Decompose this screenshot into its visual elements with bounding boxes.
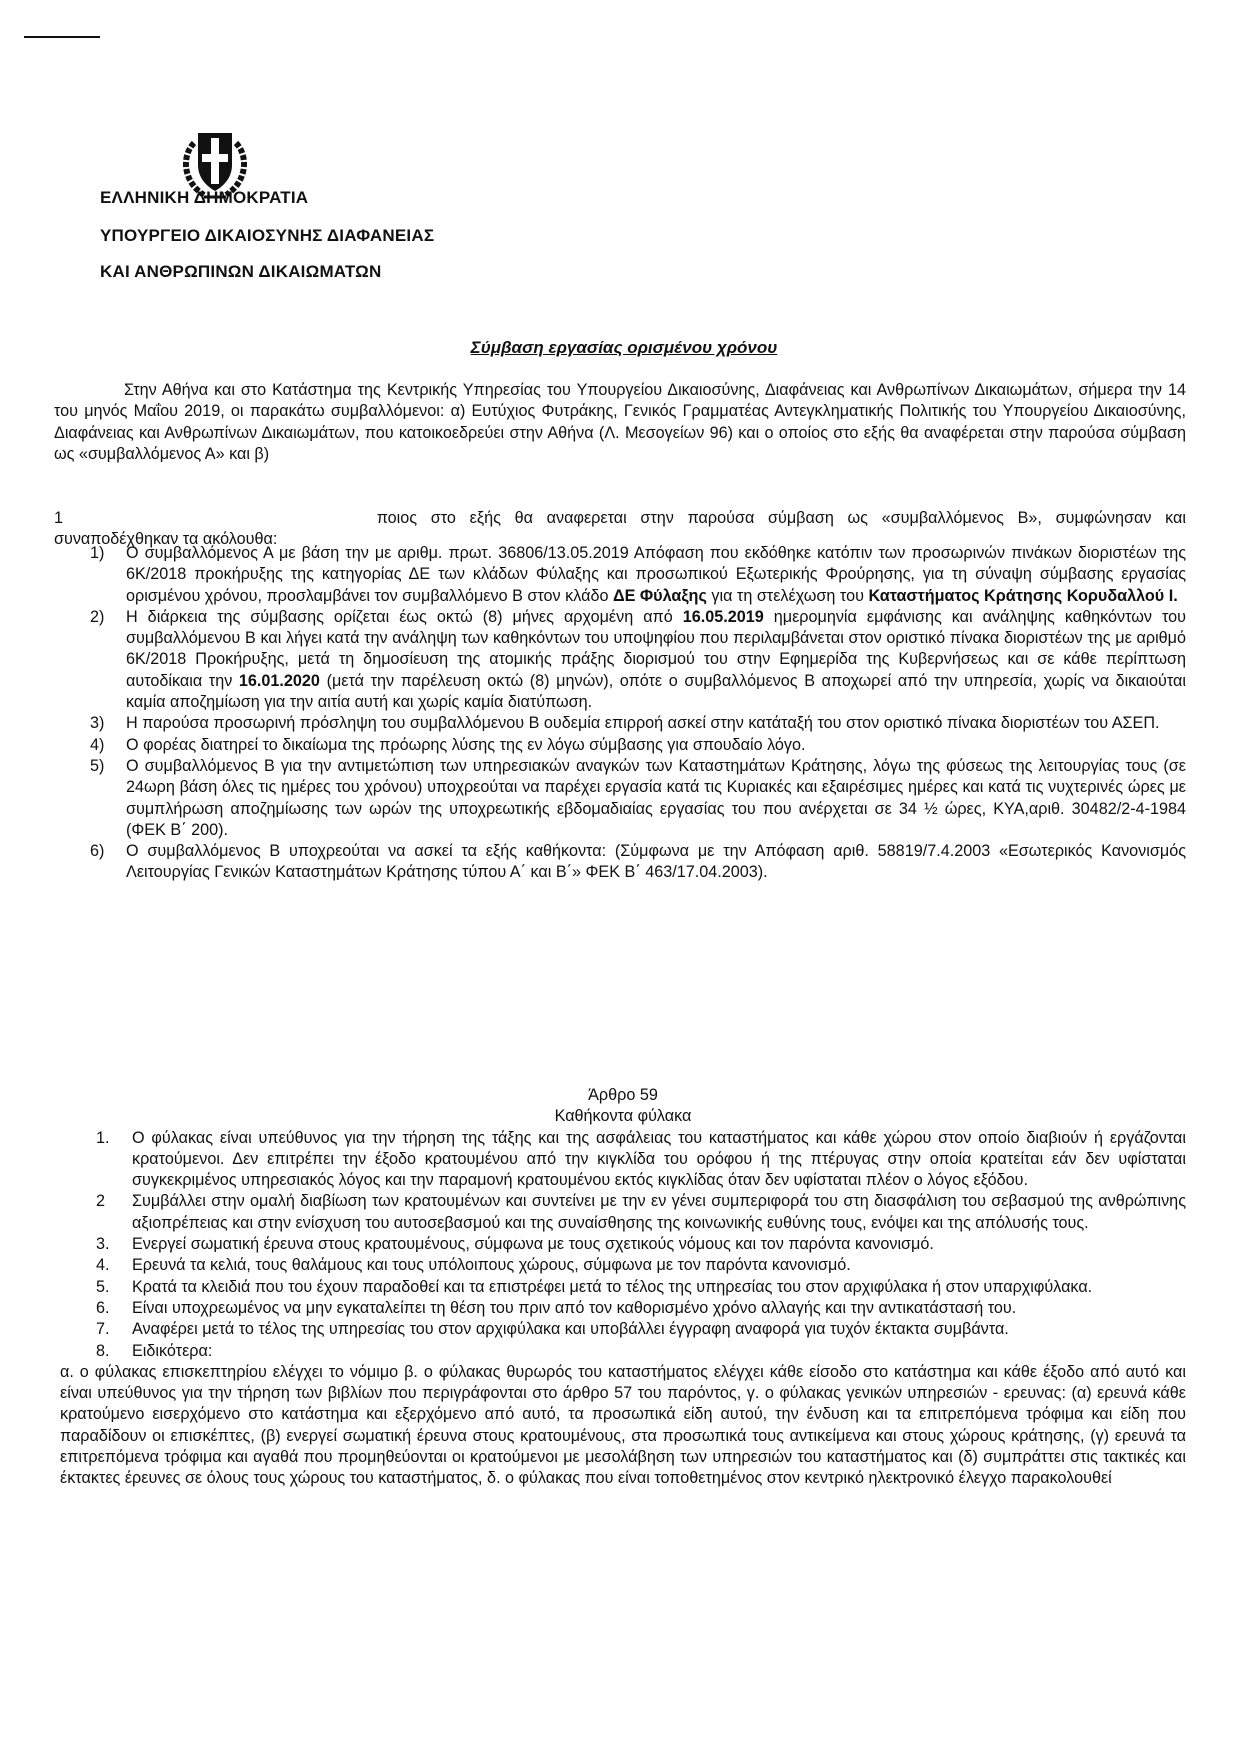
article-item <box>60 1191 1186 1234</box>
clause-item <box>54 543 1186 607</box>
article-item <box>60 1277 1186 1298</box>
clause-text: ημερομηνία εμφάνισης και ανάληψης καθηκόντων του συμβαλλόμενου Β και λήγει κατά την ανάληψη των καθηκόντων του υποψηφίου που περιλαμβάνεται στον οριστικό πίνακα διοριστέων της με αριθμό 6Κ/2018 Προκήρυξης, μετά τη δημοσίευση της ατομικής πράξης διορισμού του στην Εφημερίδα της Κυβερνήσεως και σε κάθε περίπτωση αυτοδίκαια την <box>126 607 1187 690</box>
header-republic: ΕΛΛΗΝΙΚΗ ΔΗΜΟΚΡΑΤΙΑ <box>100 188 309 207</box>
clause-list <box>54 543 1186 884</box>
clause-item <box>54 607 1186 713</box>
clause-bold-text: 16.05.2019 <box>682 607 764 626</box>
clause-text: Ο συμβαλλόμενος Β υποχρεούται να ασκεί τα εξής καθήκοντα: (Σύμφωνα με την Απόφαση αριθ. 58819/7.4.2003 «Εσωτερικός Κανονισμός Λειτουργίας Γενικών Καταστημάτων Κράτησης τύπου Α΄ και Β΄» ΦΕΚ Β΄ 463/17.04.2003). <box>126 842 1186 882</box>
article-item-number: 8. <box>96 1341 110 1360</box>
clause-number: 3) <box>90 714 105 733</box>
article-item-text: Αναφέρει μετά το τέλος της υπηρεσίας του στον αρχιφύλακα και υποβάλλει έγγραφη αναφορά για τυχόν έκτακτα συμβάντα. <box>132 1320 1009 1339</box>
article-item-text: Είναι υποχρεωμένος να μην εγκαταλείπει τη θέση του πριν από τον καθορισμένο χρόνο αλλαγής και την αντικατάστασή του. <box>132 1298 1017 1317</box>
article-item-number: 3. <box>96 1235 110 1254</box>
clause-item <box>54 841 1186 884</box>
article-item <box>60 1128 1186 1192</box>
clause-text: για τη στελέχωση του <box>706 586 869 605</box>
article-item-text: Ερευνά τα κελιά, τους θαλάμους και τους υπόλοιπους χώρους, σύμφωνα με τον παρόντα κανονισμό. <box>132 1256 851 1275</box>
clause-number: 4) <box>90 735 105 754</box>
article-subtitle: Καθήκοντα φύλακα <box>554 1107 692 1126</box>
article-item <box>60 1298 1186 1319</box>
article-item-text: Ενεργεί σωματική έρευνα στους κρατουμένους, σύμφωνα με τους σχετικούς νόμους και τον παρόντα κανονισμό. <box>132 1235 934 1254</box>
article-item-number: 2 <box>96 1192 106 1211</box>
document-title: Σύμβαση εργασίας ορισμένου χρόνου <box>470 338 778 357</box>
header-ministry-cont: ΚΑΙ ΑΝΘΡΩΠΙΝΩΝ ΔΙΚΑΙΩΜΑΤΩΝ <box>100 262 382 281</box>
header-ministry: ΥΠΟΥΡΓΕΙΟ ΔΙΚΑΙΟΣΥΝΗΣ ΔΙΑΦΑΝΕΙΑΣ <box>100 226 435 245</box>
article-item-number: 6. <box>96 1298 110 1317</box>
article-item-text: Ο φύλακας είναι υπεύθυνος για την τήρηση της τάξης και της ασφάλειας του καταστήματος και κάθε χώρου στον οποίο διαβιούν ή εργάζονται κρατούμενοι. Δεν επιτρέπει την έξοδο κρατουμένου από την κιγκλίδα του ορόφου ή της πτέρυγας στην οποία κρατείται εάν δεν υφίσταται συγκεκριμένος υπηρεσιακός λόγος και την παραμονή κρατουμένου εκτός κιγκλίδας όταν δεν υφίσταται πλέον ο λόγος εξόδου. <box>132 1128 1186 1190</box>
clause-text: Ο συμβαλλόμενος Α με βάση την με αριθμ. πρωτ. 36806/13.05.2019 Απόφαση που εκδόθηκε κατόπιν των προσωρινών πινάκων διοριστέων της 6Κ/2018 προκήρυξης της κατηγορίας ΔΕ των κλάδων Φύλαξης και προσωπικού Εξωτερικής Φρούρησης, για τη σύναψη σύμβασης εργασίας ορισμένου χρόνου, προσλαμβάνει τον συμβαλλόμενο Β στον κλάδο <box>126 544 1186 605</box>
article-item <box>60 1234 1186 1255</box>
redaction-mark: 1 <box>54 509 64 527</box>
clause-text: (μετά την παρέλευση οκτώ (8) μηνών), οπότε ο συμβαλλόμενος Β αποχωρεί από την υπηρεσία, χωρίς να δικαιούται καμία αποζημίωση για την αιτία αυτή και χωρίς καμία διατύπωση. <box>126 671 1186 712</box>
clause-text: Ο συμβαλλόμενος Β για την αντιμετώπιση των υπηρεσιακών αναγκών των Καταστημάτων Κράτησης, λόγω της φύσεως της λειτουργίας τους (σε 24ωρη βάση όλες τις ημέρες του χρόνου) υποχρεούται να παρέχει εργασία κατά τις Κυριακές και εξαιρέσιμες ημέρες και κατά τις νυχτερινές ώρες με συμπλήρωση αποζημίωσης των ωρών της υποχρεωτικής εβδομαδιαίας εργασίας του που ανέρχεται σε 34 ½ ώρες, ΚΥΑ,αριθ. 30482/2-4-1984 (ΦΕΚ Β΄ 200). <box>126 756 1186 839</box>
clause-bold-text: ΔΕ Φύλαξης <box>612 586 707 605</box>
clause-number: 1) <box>90 544 105 562</box>
article-item <box>60 1319 1186 1340</box>
article-item <box>60 1341 1186 1362</box>
clause-item <box>54 735 1186 756</box>
article-item-text: Συμβάλλει στην ομαλή διαβίωση των κρατουμένων και συντείνει με την εν γένει συμπεριφορά του στη διασφάλιση του σεβασμού της ανθρώπινης αξιοπρέπειας και στην ενίσχυση του αυτοσεβασμού και της συναίσθησης της κοινωνικής ευθύνης τους, ενόψει και της απόλυσής τους. <box>132 1192 1186 1232</box>
clause-bold-text: Καταστήματος Κράτησης Κορυδαλλού Ι. <box>868 586 1178 605</box>
clauses-section <box>54 543 1186 884</box>
article-item-text: Κρατά τα κλειδιά που του έχουν παραδοθεί και τα επιστρέφει μετά το τέλος της υπηρεσίας του στον αρχιφύλακα ή στον υπαρχιφύλακα. <box>132 1277 1093 1296</box>
clause-bold-text: 16.01.2020 <box>238 671 320 690</box>
article-list <box>60 1128 1186 1362</box>
top-rule <box>24 36 100 38</box>
article-item-8-detail: α. ο φύλακας επισκεπτηρίου ελέγχει το νόμιμο β. ο φύλακας θυρωρός του καταστήματος ελέγχει κάθε είσοδο στο κατάστημα και κάθε έξοδο από αυτό και είναι υπεύθυνος για την τήρηση των βιβλίων που περιγράφονται στο άρθρο 57 του παρόντος, γ. ο φύλακας γενικών υπηρεσιών - ερευνας: (α) ερευνά κάθε κρατούμενο εισερχόμενο στο κατάστημα και εξερχόμενο από αυτό, τα προσωπικά είδη αυτού, την ένδυση και τα επιτρεπόμενα τρόφιμα και είδη που παραδίδουν οι επισκέπτες, (β) ενεργεί σωματική έρευνα στους κρατουμένους, στα προσωπικά τους αντικείμενα και στους χώρους κράτησης, (γ) ερευνά τα επιτρεπόμενα τρόφιμα και αγαθά που προμηθεύονται οι κρατούμενοι με μεσολάβηση των υπηρεσιών του καταστήματος και (δ) συμπράττει στις τακτικές και έκτακτες έρευνες σε όλους τους χώρους του καταστήματος, δ. ο φύλακας που είναι τοποθετημένος στον κεντρικό ηλεκτρονικό έλεγχο παρακολουθεί <box>60 1362 1186 1488</box>
clause-text: Ο φορέας διατηρεί το δικαίωμα της πρόωρης λύσης της εν λόγω σύμβασης για σπουδαίο λόγο. <box>126 735 806 754</box>
clause-item <box>54 713 1186 734</box>
clause-number: 2) <box>90 607 105 626</box>
clause-text: Η παρούσα προσωρινή πρόσληψη του συμβαλλόμενου Β ουδεμία επιρροή ασκεί στην κατάταξή του στον οριστικό πίνακα διοριστέων του ΑΣΕΠ. <box>126 714 1160 733</box>
clause-number: 6) <box>90 842 105 861</box>
article-item-number: 7. <box>96 1320 110 1339</box>
clause-number: 5) <box>90 756 105 775</box>
clause-text: Η διάρκεια της σύμβασης ορίζεται έως οκτώ (8) μήνες αρχομένη από <box>126 607 683 626</box>
article-item-number: 1. <box>96 1128 110 1147</box>
clause-item <box>54 756 1186 841</box>
article-item-text: Ειδικότερα: <box>132 1341 213 1360</box>
article-item <box>60 1255 1186 1276</box>
article-title: Άρθρο 59 <box>588 1086 658 1104</box>
article-item-number: 5. <box>96 1277 110 1296</box>
article-item-number: 4. <box>96 1256 110 1275</box>
intro-continuation-text: ποιος στο εξής θα αναφερεται στην παρούσα σύμβαση ως «συμβαλλόμενος Β», συμφώνησαν και συναποδέχθηκαν τα ακόλουθα: <box>54 509 1186 549</box>
article-section <box>60 1085 1186 1490</box>
intro-paragraph: Στην Αθήνα και στο Κατάστημα της Κεντρικής Υπηρεσίας του Υπουργείου Δικαιοσύνης, Διαφάνειας και Ανθρωπίνων Δικαιωμάτων, σήμερα την 14 του μηνός Μαΐου 2019, οι παρακάτω συμβαλλόμενοι: α) Ευτύχιος Φυτράκης, Γενικός Γραμματέας Αντεγκληματικής Πολιτικής του Υπουργείου Δικαιοσύνης, Διαφάνειας και Ανθρωπίνων Δικαιωμάτων, που κατοικοεδρεύει στην Αθήνα (Λ. Μεσογείων 96) και ο οποίος στο εξής θα αναφέρεται στην παρούσα σύμβαση ως «συμβαλλόμενος Α» και β) <box>54 381 1186 463</box>
